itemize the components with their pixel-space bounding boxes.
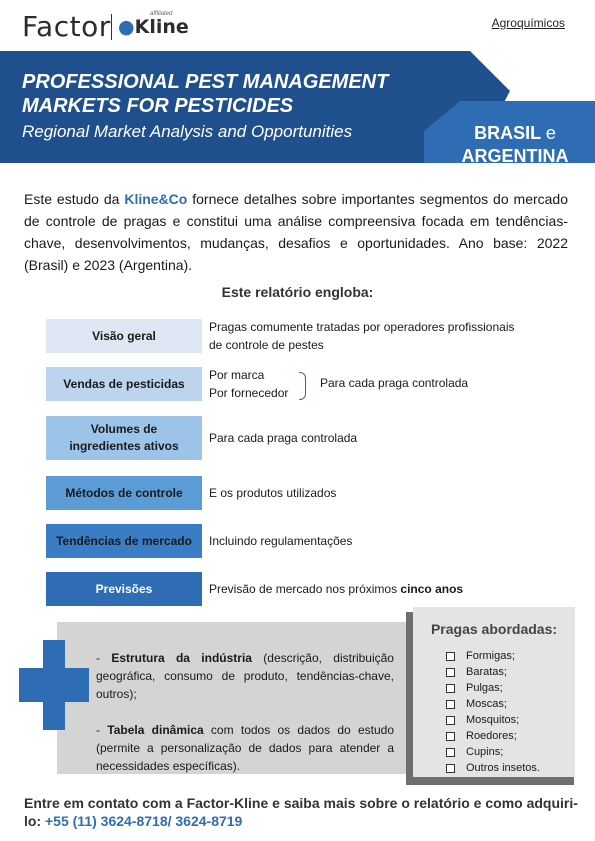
extras-item-table xyxy=(96,721,394,775)
intro-text-2: fornece detalhes sobre importantes segmentos do mercado de controle de pragas e constitui uma análise compreensiva focada em tendências-chave, desenvolvimentos, mudanças, desafios e oportunidades. Ano base: 2022 (Brasil) e 2023 (Argentina). xyxy=(24,191,568,273)
country-argentina: ARGENTINA xyxy=(461,146,569,166)
banner-subtitle: Regional Market Analysis and Opportunities xyxy=(22,122,353,141)
brace-icon xyxy=(299,372,306,400)
pest-item: Outros insetos. xyxy=(466,762,540,774)
row-label-forecasts xyxy=(46,572,202,606)
extras-prefix: - xyxy=(96,651,112,665)
row-desc-text: Previsão de mercado nos próximos xyxy=(209,582,401,596)
row-brace-text: Para cada praga controlada xyxy=(320,376,469,390)
row-label-text: Previsões xyxy=(95,581,153,596)
country-connector: e xyxy=(545,123,556,143)
row-label-text: Volumes de xyxy=(90,422,158,436)
logo-divider xyxy=(111,14,112,40)
extras-prefix: - xyxy=(96,723,108,737)
checkbox-icon xyxy=(446,760,540,776)
logo-factor: Factor xyxy=(22,10,111,43)
banner-title xyxy=(22,70,452,118)
extras-bold: Estrutura da indústria xyxy=(111,651,252,665)
row-label-trends xyxy=(46,524,202,558)
row-desc-line: Pragas comumente tratadas por operadores profissionais xyxy=(209,320,515,334)
checkbox-icon xyxy=(446,664,540,680)
row-desc-sales xyxy=(209,366,288,402)
contact-message: Entre em contato com a Factor-Kline e saiba mais sobre o relatório e como adquiri-lo: xyxy=(24,795,578,829)
row-label-text: Tendências de mercado xyxy=(56,533,192,548)
pests-list xyxy=(446,648,540,776)
extras-text xyxy=(96,637,394,787)
pest-item: Mosquitos; xyxy=(466,714,520,726)
row-label-volumes xyxy=(46,416,202,460)
pests-heading: Pragas abordadas: xyxy=(430,621,558,637)
intro-text-1: Este estudo da xyxy=(24,191,125,207)
row-desc-line: de controle de pestes xyxy=(209,338,324,352)
row-label-text: ingredientes ativos xyxy=(69,439,179,453)
row-label-methods xyxy=(46,476,202,510)
row-desc-forecasts xyxy=(209,580,463,598)
checkbox-icon xyxy=(446,680,540,696)
row-label-sales xyxy=(46,367,202,401)
pest-item: Pulgas; xyxy=(466,682,503,694)
category-link[interactable]: Agroquímicos xyxy=(491,16,565,30)
checkbox-icon xyxy=(446,712,540,728)
checkbox-icon xyxy=(446,648,540,664)
pest-item: Moscas; xyxy=(466,698,507,710)
section-heading: Este relatório engloba: xyxy=(221,284,374,300)
banner-title-line1: PROFESSIONAL PEST MANAGEMENT xyxy=(22,71,389,93)
banner-title-line2: MARKETS FOR PESTICIDES xyxy=(22,95,294,117)
logo-affiliated: affiliated xyxy=(150,11,173,17)
contact-phone-link[interactable]: +55 (11) 3624-8718/ 3624-8719 xyxy=(45,813,243,829)
country-brasil: BRASIL xyxy=(474,123,541,143)
checkbox-icon xyxy=(446,728,540,744)
intro-brand: Kline&Co xyxy=(124,191,188,207)
contact-text xyxy=(24,794,584,830)
banner-countries xyxy=(440,122,590,168)
plus-icon-bar xyxy=(19,668,89,702)
pest-item: Formigas; xyxy=(466,650,515,662)
row-desc-line: Por fornecedor xyxy=(209,386,289,400)
logo-kline-text: Kline xyxy=(134,16,189,38)
extras-rest: com todos os dados do estudo (permite a personalização de dados para atender a necessidades específicas). xyxy=(96,723,394,773)
intro-paragraph xyxy=(24,188,568,276)
logo-kline: ●Kline xyxy=(118,16,189,38)
checkbox-icon xyxy=(446,696,540,712)
pest-item: Baratas; xyxy=(466,666,507,678)
row-label-text: Métodos de controle xyxy=(65,485,183,500)
row-label-text: Visão geral xyxy=(92,328,156,343)
pest-item: Cupins; xyxy=(466,746,504,758)
extras-item-structure xyxy=(96,649,394,703)
row-desc-line: Por marca xyxy=(209,368,265,382)
row-desc-methods: E os produtos utilizados xyxy=(209,486,337,500)
row-label-overview xyxy=(46,319,202,353)
row-desc-bold: cinco anos xyxy=(400,582,464,596)
pest-item: Roedores; xyxy=(466,730,517,742)
row-desc-trends: Incluindo regulamentações xyxy=(209,534,353,548)
extras-bold: Tabela dinâmica xyxy=(107,723,204,737)
extras-rest: (descrição, distribuição geográfica, consumo de produto, tendências-chave, outros); xyxy=(96,651,394,701)
checkbox-icon xyxy=(446,744,540,760)
row-desc-volumes: Para cada praga controlada xyxy=(209,431,358,445)
row-label-text: Vendas de pesticidas xyxy=(63,376,185,391)
row-desc-overview xyxy=(209,318,515,354)
